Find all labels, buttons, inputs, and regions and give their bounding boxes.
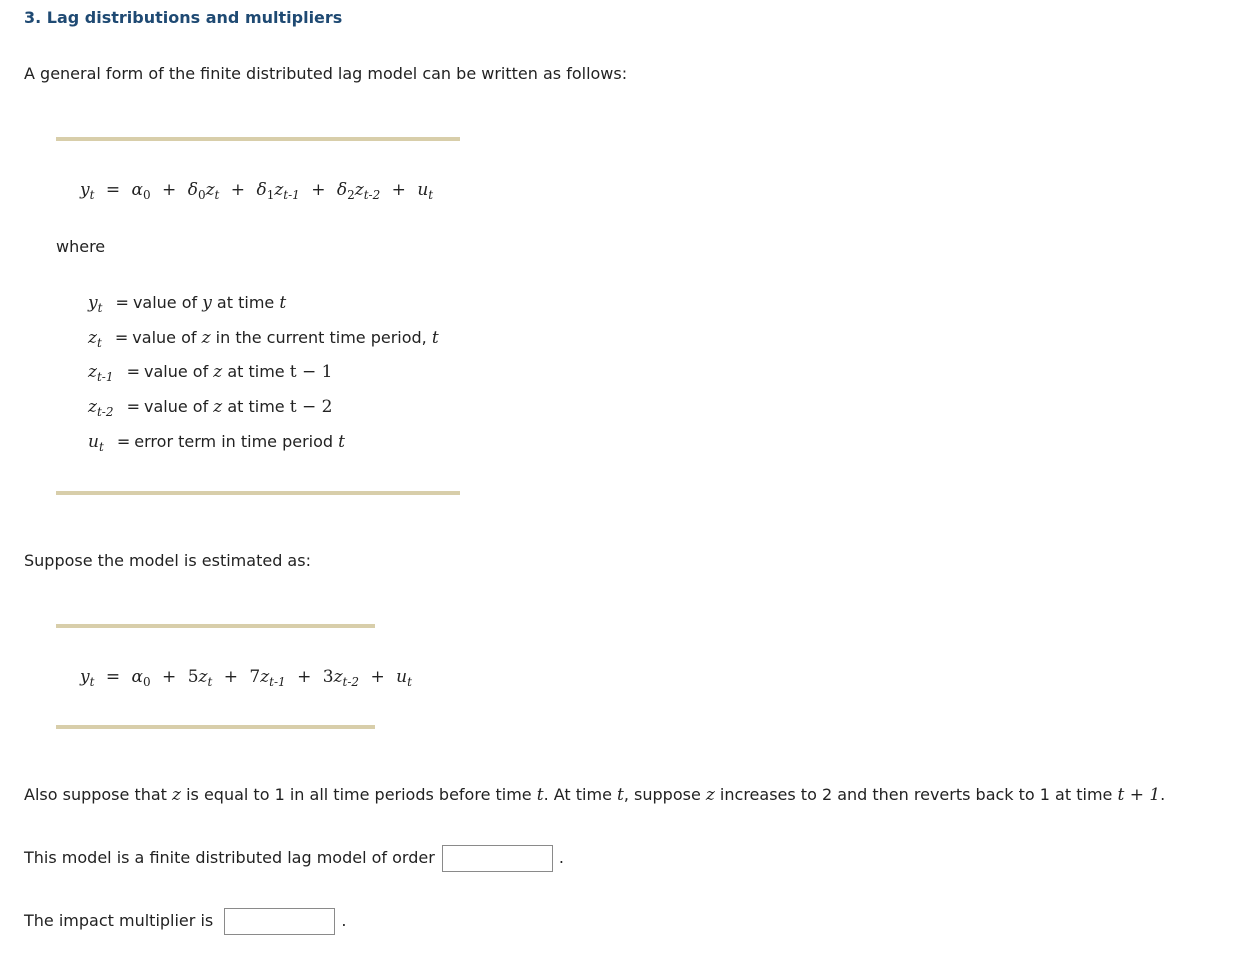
definition-row: $z_{t-1}$ = value of z at time t − 1 bbox=[88, 362, 333, 384]
intro-text: A general form of the finite distributed lag model can be written as follows: bbox=[24, 64, 628, 83]
scenario-text: Also suppose that z is equal to 1 in all time periods before time t. At time t, suppose z increases to 2 and then reverts back to 1 at time t + 1. bbox=[24, 785, 1166, 805]
bottom-rule-general bbox=[56, 491, 460, 495]
question-order: This model is a finite distributed lag model of order . bbox=[24, 845, 564, 872]
general-model-equation: $y_t = \alpha_0 + \delta_0z_t + \delta_1z_{t-1} + \delta_2z_{t-2} + u_t$ bbox=[80, 180, 434, 202]
top-rule-estimated bbox=[56, 624, 375, 628]
bottom-rule-estimated bbox=[56, 725, 375, 729]
definition-row: $y_t$ = value of y at time t bbox=[88, 293, 287, 315]
question-impact-label: The impact multiplier is bbox=[24, 911, 214, 930]
top-rule-general bbox=[56, 137, 460, 141]
definition-row: $u_t$ = error term in time period t bbox=[88, 432, 345, 454]
question-impact: The impact multiplier is . bbox=[24, 908, 346, 935]
order-answer-input[interactable] bbox=[442, 845, 553, 872]
where-label: where bbox=[56, 237, 106, 256]
impact-multiplier-answer-input[interactable] bbox=[224, 908, 335, 935]
section-heading: 3. Lag distributions and multipliers bbox=[24, 8, 343, 27]
estimated-intro-text: Suppose the model is estimated as: bbox=[24, 551, 311, 570]
definition-row: $z_{t-2}$ = value of z at time t − 2 bbox=[88, 397, 333, 419]
definition-row: $z_t$ = value of z in the current time period, t bbox=[88, 328, 439, 350]
question-order-label: This model is a finite distributed lag model of order bbox=[24, 848, 435, 867]
estimated-model-equation: $y_t = \alpha_0 + 5z_t + 7z_{t-1} + 3z_{t-2} + u_t$ bbox=[80, 667, 412, 689]
